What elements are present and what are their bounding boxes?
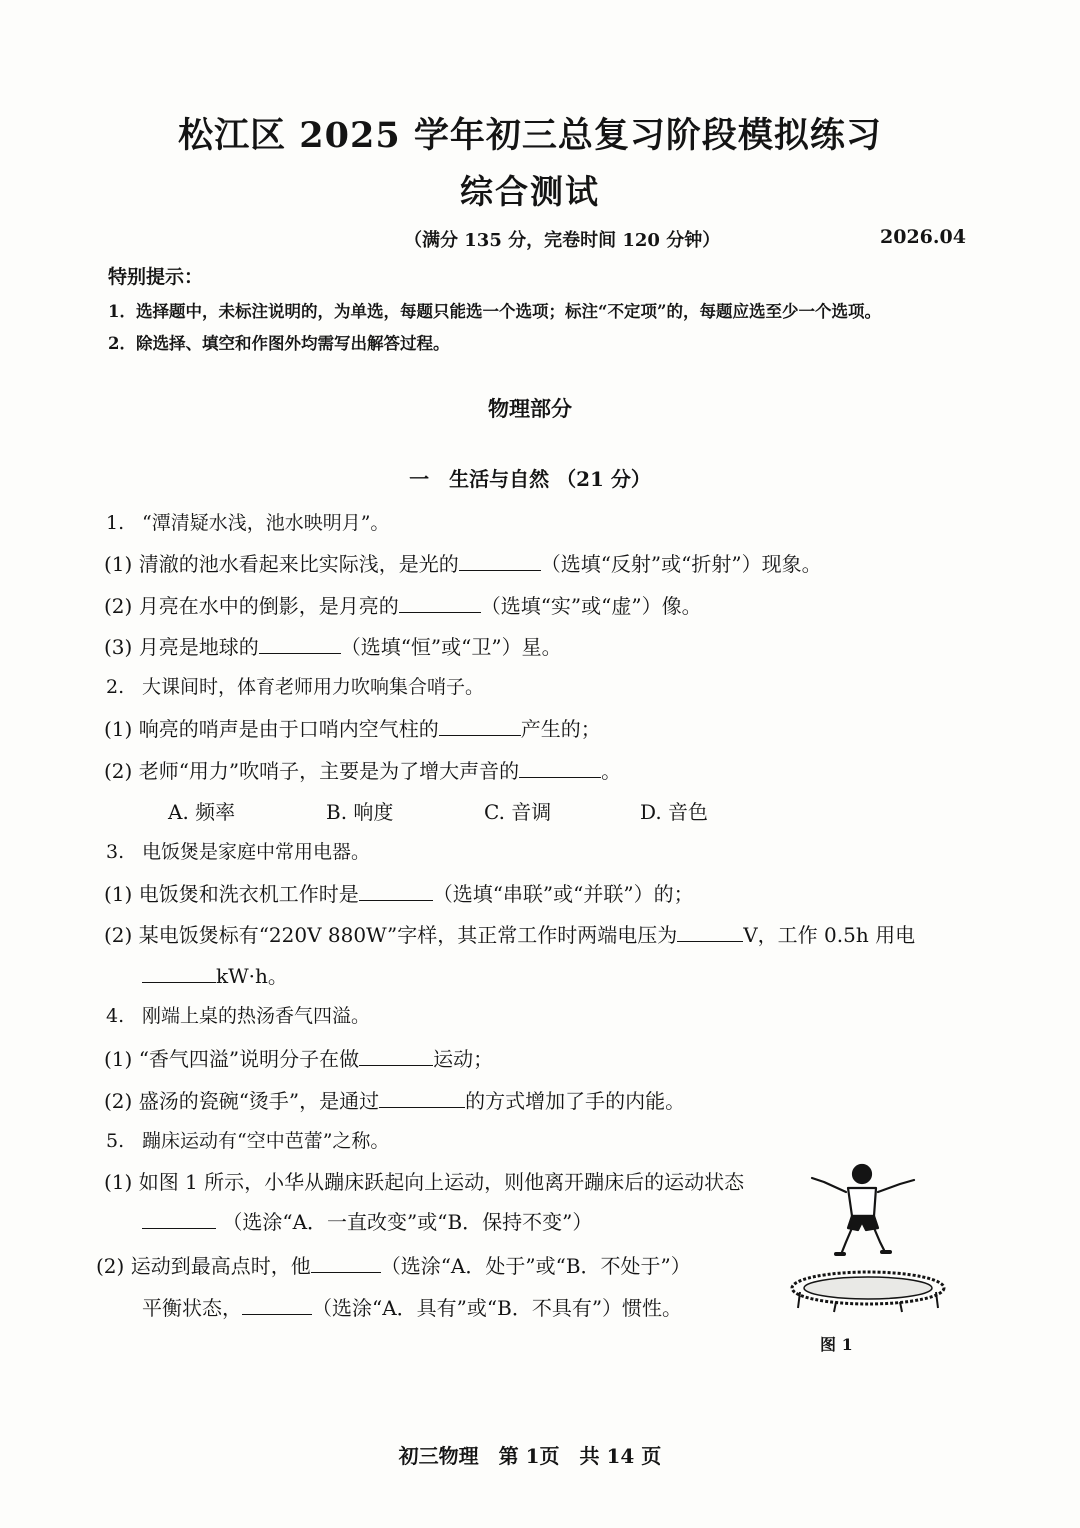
option-c[interactable]: C. 音调 xyxy=(484,800,552,824)
sub-number: (1) xyxy=(104,717,133,741)
sub-text: 某电饭煲标有“220V 880W”字样，其正常工作时两端电压为 xyxy=(138,923,678,947)
question-number: 3. xyxy=(106,841,125,863)
sub-text: （选涂“A．一直改变”或“B．保持不变”） xyxy=(222,1210,593,1234)
option-d[interactable]: D. 音色 xyxy=(640,800,709,824)
trampoline xyxy=(792,1272,944,1312)
tip-item-2: 2．除选择、填空和作图外均需写出解答过程。 xyxy=(108,334,450,353)
question-2 xyxy=(106,672,484,699)
sub-text: 清澈的池水看起来比实际浅，是光的 xyxy=(138,552,459,576)
question-number: 5. xyxy=(106,1130,125,1152)
question-stem: 刚端上桌的热汤香气四溢。 xyxy=(142,1005,371,1027)
exam-date: 2026.04 xyxy=(880,226,966,248)
section-title: 一 生活与自然 （21 分） xyxy=(409,467,651,491)
answer-blank[interactable] xyxy=(242,1296,312,1315)
q4-sub2 xyxy=(104,1085,685,1114)
sub-text: 平衡状态， xyxy=(142,1296,242,1320)
sub-text: kW·h。 xyxy=(216,964,288,988)
sub-text: （选填“反射”或“折射”）现象。 xyxy=(540,552,822,576)
question-1 xyxy=(106,508,389,535)
exam-subtitle: 综合测试 xyxy=(460,172,600,211)
sub-text: 。 xyxy=(601,759,622,783)
sub-number: (2) xyxy=(104,1089,133,1113)
q2-sub2 xyxy=(104,755,621,784)
sub-number: (1) xyxy=(104,882,133,906)
answer-blank[interactable] xyxy=(359,1047,433,1066)
sub-number: (2) xyxy=(96,1254,125,1278)
jumper-right-leg xyxy=(874,1228,884,1250)
sub-number: (2) xyxy=(104,923,133,947)
sub-text: 月亮是地球的 xyxy=(138,635,259,659)
page-footer: 初三物理 第 1页 共 14 页 xyxy=(398,1444,662,1468)
sub-text: 盛汤的瓷碗“烫手”，是通过 xyxy=(138,1089,380,1113)
sub-number: (1) xyxy=(104,552,133,576)
sub-text: 运动； xyxy=(433,1047,494,1071)
sub-text: （选填“恒”或“卫”）星。 xyxy=(340,635,562,659)
tip-item-1: 1．选择题中，未标注说明的，为单选，每题只能选一个选项；标注“不定项”的，每题应选至少一个选项。 xyxy=(108,302,881,321)
q3-sub1 xyxy=(104,878,694,907)
part-title: 物理部分 xyxy=(488,396,572,421)
sub-text: V，工作 0.5h 用电 xyxy=(743,923,916,947)
question-3 xyxy=(106,837,370,864)
sub-text: 的方式增加了手的内能。 xyxy=(465,1089,686,1113)
answer-blank[interactable] xyxy=(379,1089,465,1108)
q5-sub1 xyxy=(104,1166,744,1195)
question-stem: 大课间时，体育老师用力吹响集合哨子。 xyxy=(142,676,485,698)
sub-text: 运动到最高点时，他 xyxy=(130,1254,311,1278)
answer-blank[interactable] xyxy=(311,1254,381,1273)
question-number: 4. xyxy=(106,1005,125,1027)
question-stem: 电饭煲是家庭中常用电器。 xyxy=(142,841,371,863)
score-time-note: （满分 135 分，完卷时间 120 分钟） xyxy=(404,230,721,251)
jumper-left-arm xyxy=(812,1178,846,1192)
question-number: 1. xyxy=(106,512,125,534)
answer-blank[interactable] xyxy=(142,964,216,983)
sub-text: “香气四溢”说明分子在做 xyxy=(138,1047,360,1071)
answer-blank[interactable] xyxy=(519,759,601,778)
answer-blank[interactable] xyxy=(259,635,341,654)
jumper-head xyxy=(853,1165,871,1183)
sub-text: 如图 1 所示，小华从蹦床跃起向上运动，则他离开蹦床后的运动状态 xyxy=(138,1170,745,1194)
q5-sub2-cont xyxy=(142,1292,682,1321)
q3-sub2-cont xyxy=(142,960,288,989)
question-stem: 蹦床运动有“空中芭蕾”之称。 xyxy=(142,1130,390,1152)
option-a[interactable]: A. 频率 xyxy=(168,800,236,824)
jumper-right-arm xyxy=(878,1180,914,1192)
answer-blank[interactable] xyxy=(142,1210,216,1229)
sub-text: （选填“实”或“虚”）像。 xyxy=(480,594,702,618)
jumper-shirt xyxy=(848,1188,876,1216)
trampoline-figure xyxy=(786,1156,950,1316)
q1-sub3 xyxy=(104,631,562,660)
q2-sub1 xyxy=(104,713,601,742)
option-b[interactable]: B. 响度 xyxy=(326,800,394,824)
sub-number: (1) xyxy=(104,1047,133,1071)
sub-text: 响亮的哨声是由于口哨内空气柱的 xyxy=(138,717,439,741)
sub-text: 月亮在水中的倒影，是月亮的 xyxy=(138,594,399,618)
sub-text: （选涂“A．处于”或“B．不处于”） xyxy=(380,1254,691,1278)
sub-text: （选填“串联”或“并联”）的； xyxy=(432,882,694,906)
tips-heading: 特别提示： xyxy=(108,266,204,288)
exam-title: 松江区 2025 学年初三总复习阶段模拟练习 xyxy=(178,115,882,156)
q5-sub1-cont xyxy=(142,1206,592,1235)
jumper-left-leg xyxy=(842,1228,852,1252)
figure-caption: 图 1 xyxy=(820,1335,853,1354)
answer-blank[interactable] xyxy=(359,882,433,901)
question-4 xyxy=(106,1001,370,1028)
sub-number: (3) xyxy=(104,635,133,659)
answer-blank[interactable] xyxy=(677,923,743,942)
sub-number: (2) xyxy=(104,759,133,783)
answer-blank[interactable] xyxy=(399,594,481,613)
sub-text: 老师“用力”吹哨子，主要是为了增大声音的 xyxy=(138,759,520,783)
question-5 xyxy=(106,1126,389,1153)
q1-sub2 xyxy=(104,590,702,619)
sub-number: (1) xyxy=(104,1170,133,1194)
answer-blank[interactable] xyxy=(459,552,541,571)
q5-sub2 xyxy=(96,1250,691,1279)
sub-text: 产生的； xyxy=(520,717,601,741)
question-stem: “潭清疑水浅，池水映明月”。 xyxy=(142,512,390,534)
answer-blank[interactable] xyxy=(439,717,521,736)
q1-sub1 xyxy=(104,548,822,577)
q4-sub1 xyxy=(104,1043,493,1072)
sub-text: 电饭煲和洗衣机工作时是 xyxy=(138,882,359,906)
q3-sub2 xyxy=(104,919,915,948)
sub-number: (2) xyxy=(104,594,133,618)
sub-text: （选涂“A．具有”或“B．不具有”）惯性。 xyxy=(312,1296,683,1320)
question-number: 2. xyxy=(106,676,125,698)
